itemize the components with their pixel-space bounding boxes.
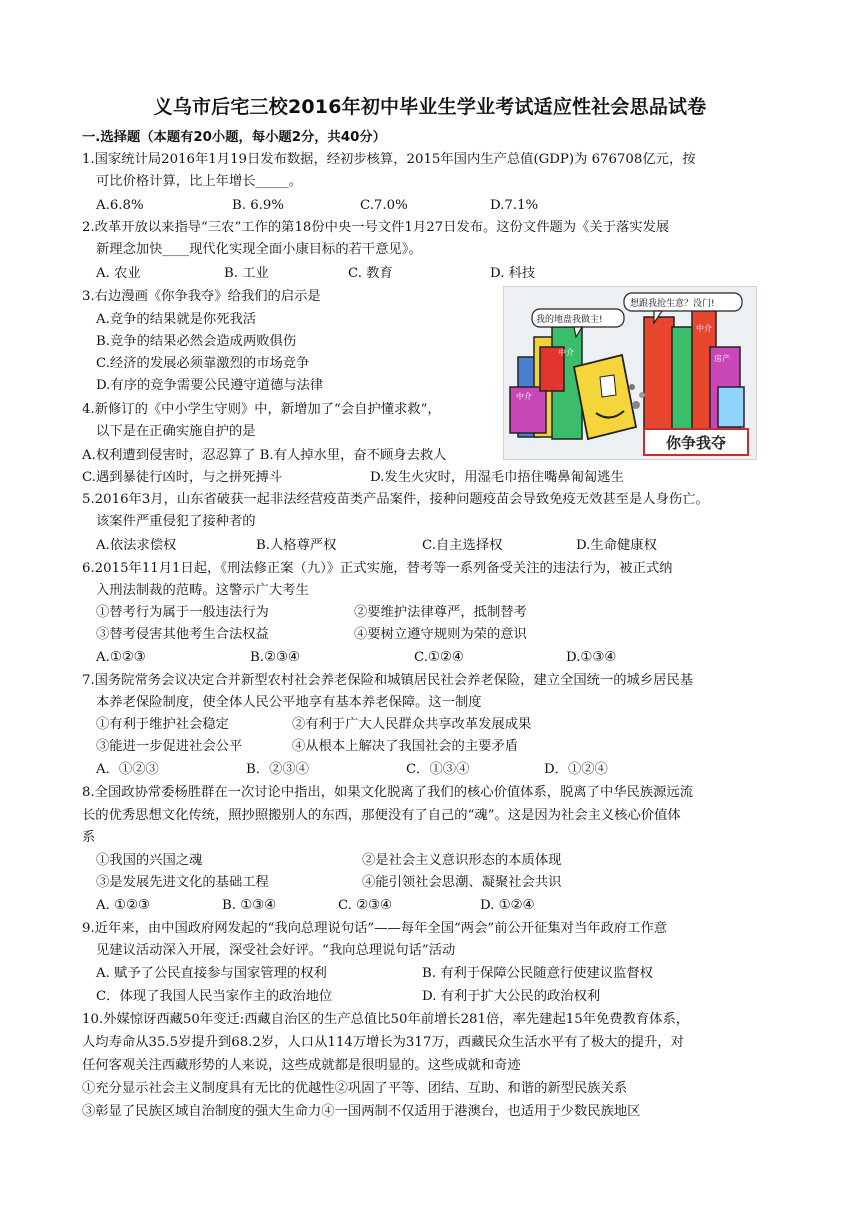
q5-option-a: A.依法求偿权 (96, 538, 177, 553)
q8-option-b: B. ①③④ (222, 898, 276, 913)
q6-option-b: B.②③④ (250, 650, 300, 665)
q3-option-c: C.经济的发展必须靠激烈的市场竞争 (96, 356, 310, 371)
q4-option-c: C.遇到暴徒行凶时，与之拼死搏斗 (82, 470, 283, 485)
q10-stem-line1: 10.外媒惊讶西藏50年变迁:西藏自治区的生产总值比50年前增长281倍，率先建起15年免费教育体系， (82, 1012, 690, 1027)
q6-stem-line2: 入刑法制裁的范畴。这警示广大考生 (96, 583, 309, 598)
q6-statement-4: ④要树立遵守规则为荣的意识 (354, 627, 527, 642)
q5-option-c: C.自主选择权 (422, 538, 503, 553)
q6-option-c: C.①②④ (414, 650, 464, 665)
q7-option-c: C．①③④ (406, 762, 470, 777)
comic-bubble-left: 我的地盘我做主! (536, 315, 603, 325)
q7-statement-4: ④从根本上解决了我国社会的主要矛盾 (292, 739, 519, 754)
section-heading: 一.选择题（本题有20小题，每小题2分，共40分） (82, 130, 386, 145)
q8-statement-3: ③是发展先进文化的基础工程 (96, 875, 269, 890)
q7-stem-line2: 本养老保险制度，使全体人民公平地享有基本养老保障。这一制度 (96, 695, 482, 710)
q2-option-c: C. 教育 (348, 266, 393, 281)
comic-title: 你争我夺 (665, 434, 726, 452)
q8-option-d: D. ①②④ (480, 898, 535, 913)
q1-stem-line1: 1.国家统计局2016年1月19日发布数据，经初步核算，2015年国内生产总值(GDP)为 676708亿元，按 (82, 152, 696, 167)
q9-option-c: C．体现了我国人民当家作主的政治地位 (96, 989, 333, 1004)
comic-sign-4: 中介 (696, 324, 712, 333)
q8-statement-4: ④能引领社会思潮、凝聚社会共识 (362, 875, 562, 890)
q10-stem-line3: 任何客观关注西藏形势的人来说，这些成就都是很明显的。这些成就和奇迹 (82, 1058, 521, 1073)
q8-stem-line2: 长的优秀思想文化传统，照抄照搬别人的东西，那便没有了自己的“魂”。这是因为社会主义核心价值体 (82, 808, 681, 823)
q9-stem-line2: 见建议活动深入开展，深受社会好评。“我向总理说句话”活动 (96, 943, 456, 958)
q2-option-b: B. 工业 (224, 266, 269, 281)
q7-option-d: D．①②④ (544, 762, 608, 777)
q6-statement-1: ①替考行为属于一般违法行为 (96, 605, 269, 620)
q4-option-d: D.发生火灾时，用湿毛巾捂住嘴鼻匍匐逃生 (370, 470, 624, 485)
q8-statement-2: ②是社会主义意识形态的本质体现 (362, 853, 562, 868)
q9-stem-line1: 9.近年来，由中国政府网发起的“我向总理说句话”——每年全国“两会”前公开征集对当年政府工作意 (82, 921, 668, 936)
q5-stem-line2: 该案件严重侵犯了接种者的 (96, 514, 256, 529)
q7-statement-1: ①有利于维护社会稳定 (96, 717, 229, 732)
q7-option-a: A．①②③ (96, 762, 159, 777)
q1-option-c: C.7.0% (360, 198, 408, 213)
q2-stem-line2: 新理念加快____现代化实现全面小康目标的若干意见》。 (96, 242, 422, 257)
q10-stem-line2: 人均寿命从35.5岁提升到68.2岁，人口从114万增长为317万，西藏民众生活水平有了极大的提升，对 (82, 1035, 684, 1050)
q8-stem-line3: 系 (82, 830, 96, 845)
q6-statement-3: ③替考侵害其他考生合法权益 (96, 627, 269, 642)
q9-option-b: B. 有利于保障公民随意行使建议监督权 (422, 966, 653, 981)
q6-statement-2: ②要维护法律尊严，抵制替考 (354, 605, 527, 620)
q10-statements-1-2: ①充分显示社会主义制度具有无比的优越性②巩固了平等、团结、互助、和谐的新型民族关系 (82, 1081, 628, 1096)
q1-stem-line2: 可比价格计算，比上年增长_____。 (96, 174, 303, 189)
q5-option-b: B.人格尊严权 (256, 538, 337, 553)
q7-statement-3: ③能进一步促进社会公平 (96, 739, 243, 754)
q4-stem-line2: 以下是在正确实施自护的是 (96, 424, 256, 439)
q3-option-d: D.有序的竞争需要公民遵守道德与法律 (96, 378, 324, 393)
q5-option-d: D.生命健康权 (576, 538, 657, 553)
q6-option-d: D.①③④ (566, 650, 617, 665)
q1-option-d: D.7.1% (490, 198, 539, 213)
q7-option-b: B．②③④ (246, 762, 309, 777)
comic-bubble-right: 想跟我抢生意？没门! (630, 299, 715, 309)
q8-statement-1: ①我国的兴国之魂 (96, 853, 203, 868)
q7-statement-2: ②有利于广大人民群众共享改革发展成果 (292, 717, 532, 732)
q7-stem-line1: 7.国务院常务会议决定合并新型农村社会养老保险和城镇居民社会养老保险，建立全国统一的城乡居民基 (82, 673, 694, 688)
q4-stem-line1: 4.新修订的《中小学生守则》中，新增加了“会自护懂求救”， (82, 402, 441, 417)
comic-sign-3: 房产 (714, 354, 730, 363)
q3-stem: 3.右边漫画《你争我夺》给我们的启示是 (82, 289, 321, 304)
q6-option-a: A.①②③ (96, 650, 146, 665)
q2-stem-line1: 2.改革开放以来指导“三农”工作的第18份中央一号文件1月27日发布。这份文件题为《关于落实发展 (82, 220, 670, 235)
comic-illustration (503, 286, 757, 460)
q1-option-b: B. 6.9% (232, 198, 285, 213)
q3-option-a: A.竞争的结果就是你死我活 (96, 312, 257, 327)
q5-stem-line1: 5.2016年3月，山东省破获一起非法经营疫苗类产品案件，接种问题疫苗会导致免疫无效甚至是人身伤亡。 (82, 492, 709, 507)
q9-option-d: D. 有利于扩大公民的政治权利 (422, 989, 601, 1004)
comic-sign-1: 中介 (558, 348, 574, 357)
q10-statements-3-4: ③彰显了民族区域自治制度的强大生命力④一国两制不仅适用于港澳台，也适用于少数民族地区 (82, 1104, 641, 1119)
q9-option-a: A. 赋予了公民直接参与国家管理的权利 (96, 966, 327, 981)
q4-option-ab: A.权利遭到侵害时，忍忍算了 B.有人掉水里，奋不顾身去救人 (82, 448, 447, 463)
q3-option-b: B.竞争的结果必然会造成两败俱伤 (96, 334, 297, 349)
q2-option-a: A. 农业 (96, 266, 141, 281)
q1-option-a: A.6.8% (96, 198, 144, 213)
page-title: 义乌市后宅三校2016年初中毕业生学业考试适应性社会思品试卷 (153, 96, 707, 118)
q8-stem-line1: 8.全国政协常委杨胜群在一次讨论中指出，如果文化脱离了我们的核心价值体系，脱离了中华民族源远流 (82, 785, 694, 800)
q6-stem-line1: 6.2015年11月1日起，《刑法修正案（九）》正式实施，替考等一系列备受关注的违法行为，被正式纳 (82, 561, 673, 576)
q8-option-c: C. ②③④ (338, 898, 392, 913)
q8-option-a: A. ①②③ (96, 898, 150, 913)
q2-option-d: D. 科技 (490, 266, 536, 281)
comic-sign-2: 中介 (516, 392, 532, 401)
